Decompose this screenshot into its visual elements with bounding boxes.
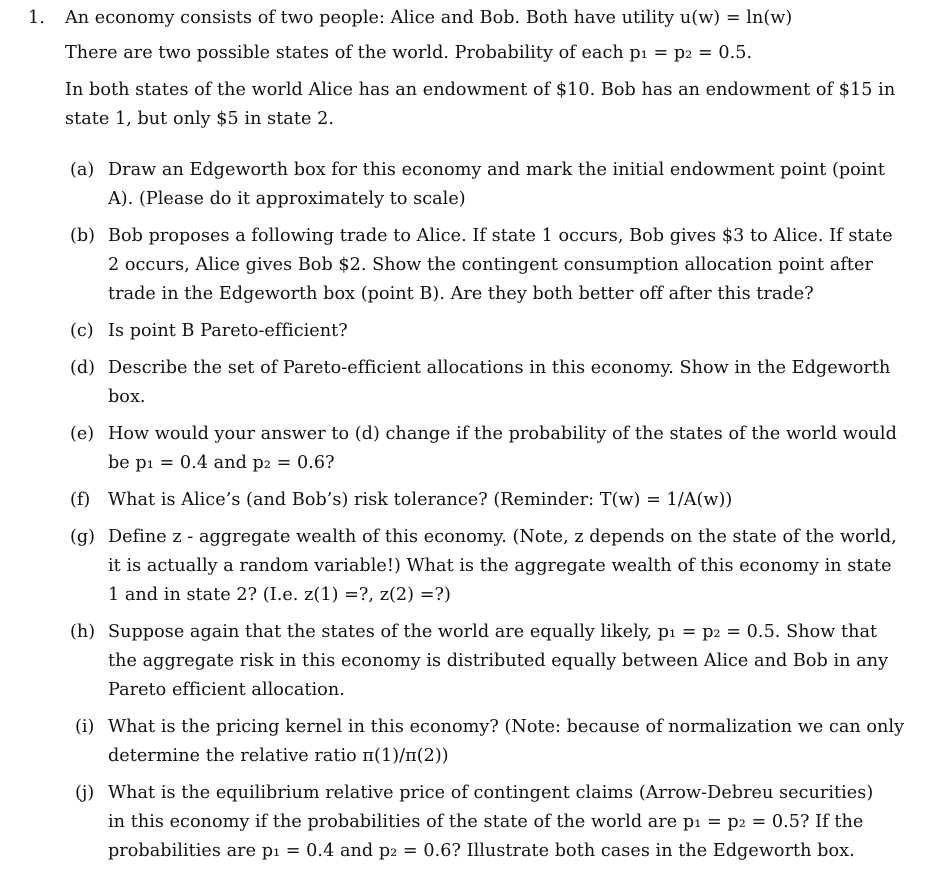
part-g-line-1: Define z - aggregate wealth of this economy. (Note, z depends on the state of the world, [108,527,897,547]
part-j-line-3: probabilities are p₁ = 0.4 and p₂ = 0.6? Illustrate both cases in the Edgeworth box. [108,841,855,861]
part-e-line-1: How would your answer to (d) change if the probability of the states of the world would [108,424,897,444]
part-d-line-2: box. [108,387,146,407]
part-h-line-1: Suppose again that the states of the world are equally likely, p₁ = p₂ = 0.5. Show that [108,622,878,642]
part-b-label: (b) [70,226,95,246]
part-h-line-2: the aggregate risk in this economy is distributed equally between Alice and Bob in any [108,651,889,671]
part-i-line-2: determine the relative ratio π(1)/π(2)) [108,746,449,766]
part-d-line-1: Describe the set of Pareto-efficient allocations in this economy. Show in the Edgeworth [108,358,891,378]
part-a-label: (a) [70,160,95,180]
part-b-line-2: 2 occurs, Alice gives Bob $2. Show the contingent consumption allocation point after [108,255,873,275]
part-g-line-2: it is actually a random variable!) What is the aggregate wealth of this economy in state [108,556,892,576]
part-j-line-2: in this economy if the probabilities of the state of the world are p₁ = p₂ = 0.5? If the [108,812,864,832]
part-c-line-1: Is point B Pareto-efficient? [108,321,348,341]
intro-line-2: There are two possible states of the world. Probability of each p₁ = p₂ = 0.5. [65,43,753,63]
part-j-label: (j) [75,783,95,803]
part-a-line-1: Draw an Edgeworth box for this economy and mark the initial endowment point (point [108,160,886,180]
part-c-label: (c) [70,321,94,341]
part-e-label: (e) [70,424,95,444]
part-f-label: (f) [70,490,91,510]
part-f-line-1: What is Alice’s (and Bob’s) risk tolerance? (Reminder: T(w) = 1/A(w)) [108,490,733,510]
intro-line-1: An economy consists of two people: Alice and Bob. Both have utility u(w) = ln(w) [65,8,793,28]
problem-number: 1. [28,8,45,28]
part-g-line-3: 1 and in state 2? (I.e. z(1) =?, z(2) =?) [108,585,451,605]
part-i-label: (i) [75,717,95,737]
intro-line-4: state 1, but only $5 in state 2. [65,109,334,129]
part-e-line-2: be p₁ = 0.4 and p₂ = 0.6? [108,453,335,473]
part-i-line-1: What is the pricing kernel in this economy? (Note: because of normalization we can only [108,717,905,737]
part-d-label: (d) [70,358,95,378]
part-b-line-3: trade in the Edgeworth box (point B). Are they both better off after this trade? [108,284,814,304]
part-h-line-3: Pareto efficient allocation. [108,680,345,700]
part-a-line-2: A). (Please do it approximately to scale) [108,189,466,209]
part-j-line-1: What is the equilibrium relative price of contingent claims (Arrow-Debreu securities) [108,783,874,803]
part-g-label: (g) [70,527,95,547]
part-h-label: (h) [70,622,96,642]
part-b-line-1: Bob proposes a following trade to Alice. If state 1 occurs, Bob gives $3 to Alice. If state [108,226,893,246]
intro-line-3: In both states of the world Alice has an endowment of $10. Bob has an endowment of $15 in [65,80,896,100]
